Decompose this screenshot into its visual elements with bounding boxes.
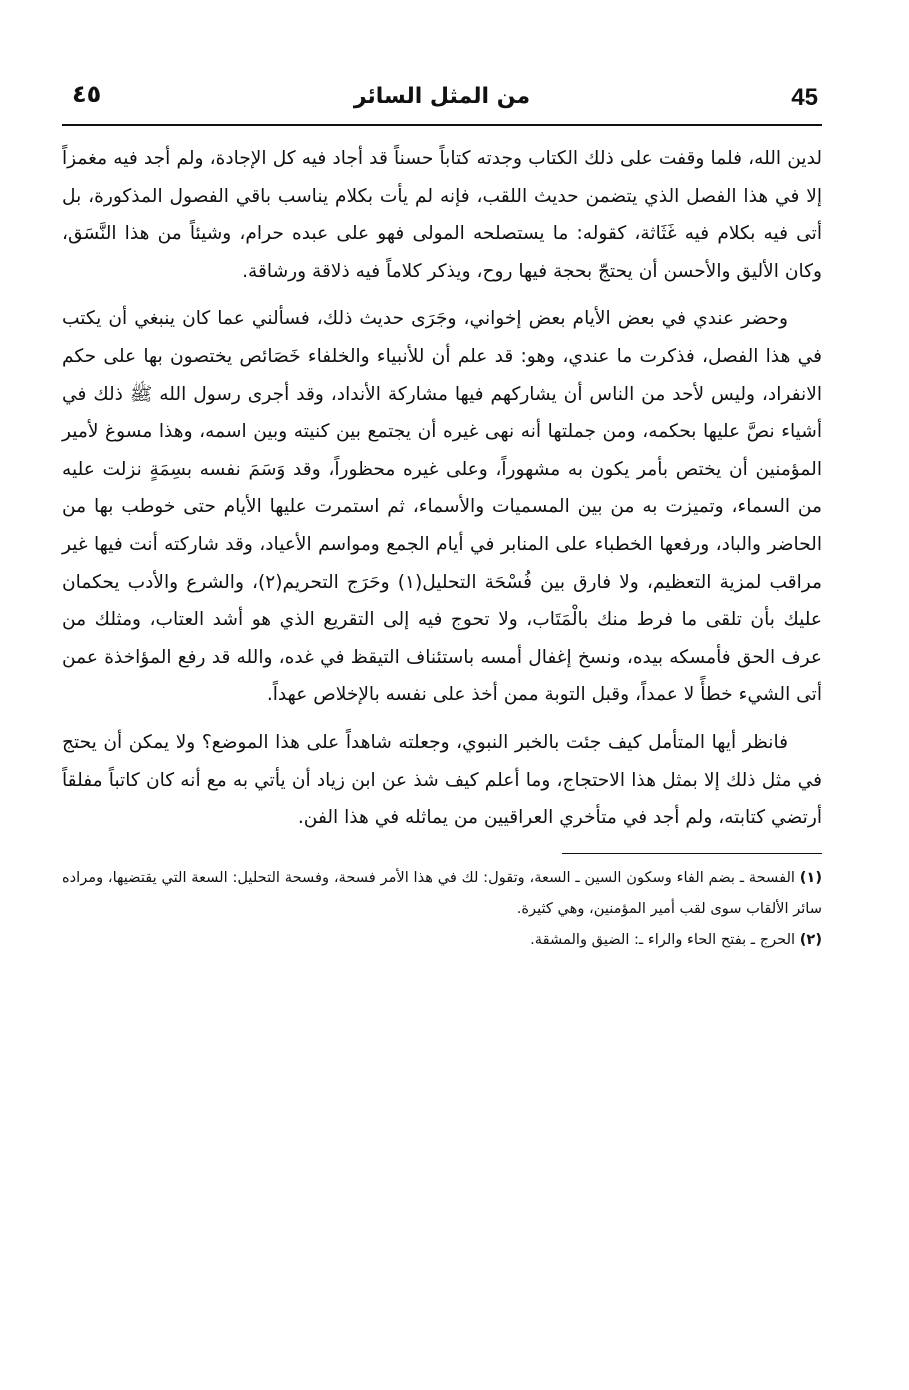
paragraph-3: فانظر أيها المتأمل كيف جئت بالخبر النبوي، وجعلته شاهداً على هذا الموضع؟ ولا يمكن أن يحتج في مثل ذلك إلا بمثل هذا الاحتجاج، وما أعلم كيف شذ عن ابن زياد أن يأتي به مع أنه كان كاتباً مفلقاً أرتضي كتابته، ولم أجد في متأخري العراقيين من يماثله في هذا الفن. (62, 731, 822, 829)
paragraph-1: لدين الله، فلما وقفت على ذلك الكتاب وجدته كتاباً حسناً قد أجاد فيه كل الإجادة، ولم أجد فيه مغمزاً إلا في هذا الفصل الذي يتضمن حديث اللقب، فإنه لم يأت بكلام يناسب باقي الفصول المذكورة، بل أتى فيه بكلام فيه غَثَاثة، كقوله: ما يستصلحه المولى فهو على عبده حرام، وشيئاً من هذا النَّسَق، وكان الأليق والأحسن أن يحتجّ بحجة فيها روح، ويذكر كلاماً فيه ذلاقة ورشاقة. (62, 148, 822, 282)
page-number-latin: 45 (791, 84, 818, 111)
footnote-1 (62, 862, 822, 924)
book-page (62, 72, 822, 955)
page-header (62, 72, 822, 126)
footnote-1-text: الفسحة ـ بضم الفاء وسكون السين ـ السعة، وتقول: لك في هذا الأمر فسحة، وفسحة التحليل: السعة التي يقتضيها، ومراده سائر الألقاب سوى لقب أمير المؤمنين، وهي كثيرة. (62, 868, 822, 917)
page-number-arabic: ٤٥ (72, 80, 102, 108)
footnote-2-text: الحرج ـ بفتح الحاء والراء ـ: الضيق والمشقة. (530, 930, 796, 948)
footnotes (62, 862, 822, 955)
running-title: من المثل السائر (353, 84, 531, 109)
main-text (62, 140, 822, 837)
footnote-2-mark: (٢) (799, 930, 822, 948)
footnote-1-mark: (١) (799, 868, 823, 886)
footnote-divider (562, 853, 822, 854)
footnote-2 (62, 924, 822, 955)
paragraph-2: وحضر عندي في بعض الأيام بعض إخواني، وجَرَى حديث ذلك، فسألني عما كان ينبغي أن يكتب في هذا الفصل، فذكرت ما عندي، وهو: قد علم أن للأنبياء والخلفاء خَصَائص يختصون بها على حكم الانفراد، وليس لأحد من الناس أن يشاركهم فيها مشاركة الأنداد، وقد أجرى رسول الله ﷺ ذلك في أشياء نصَّ عليها بحكمه، ومن جملتها أنه نهى غيره أن يجتمع بين كنيته وبين اسمه، وهذا مسوغ لأمير المؤمنين أن يختص بأمر يكون به مشهوراً، وعلى غيره محظوراً، وقد وَسَمَ نفسه بسِمَةٍ نزلت عليه من السماء، وتميزت به من بين المسميات والأسماء، ثم استمرت عليها الأيام حتى خوطب بها من الحاضر والباد، ورفعها الخطباء على المنابر في أيام الجمع ومواسم الأعياد، وقد شاركته أنت فيها غير مراقب لمزية التعظيم، ولا فارق بين فُسْحَة التحليل(١) وحَرَج التحريم(٢)، والشرع والأدب يحكمان عليك بأن تلقى ما فرط منك بالْمَتَاب، ولا تحوج فيه إلى التقريع الذي هو أشد العتاب، ومثلك من عرف الحق فأمسكه بيده، ونسخ إغفال أمسه باستئناف التيقظ في غده، والله قد رفع المؤاخذة عمن أتى الشيء خطأً لا عمداً، وقبل التوبة ممن أخذ على نفسه بالإخلاص عهداً. (62, 308, 822, 706)
